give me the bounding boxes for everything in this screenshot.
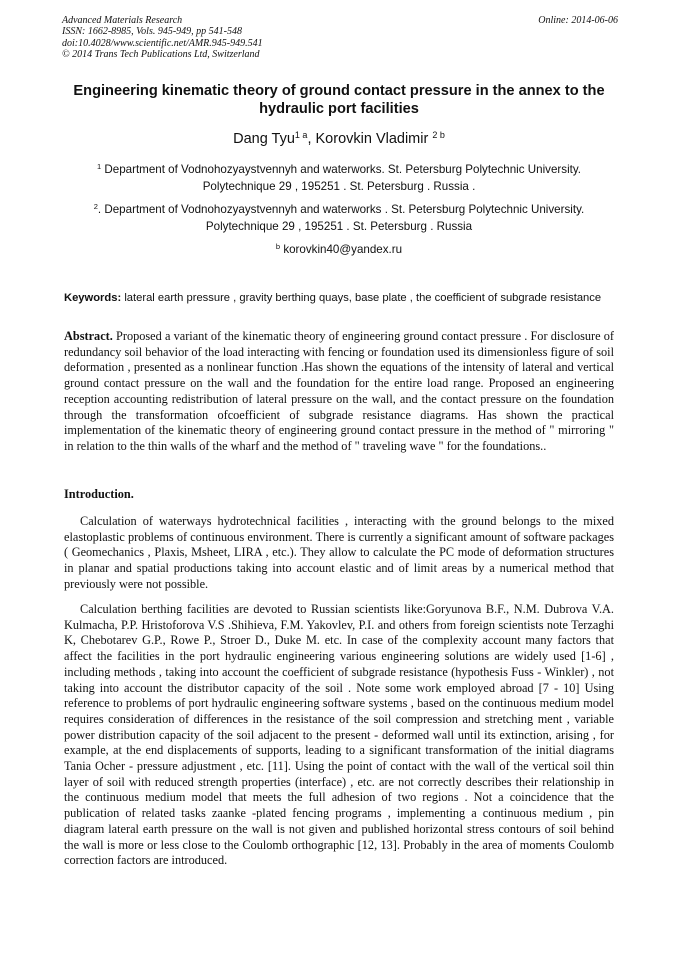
keywords-text: lateral earth pressure , gravity berthing quays, base plate , the coefficient of subgrade resistance bbox=[124, 292, 602, 304]
journal-doi: doi:10.4028/www.scientific.net/AMR.945-949.541 bbox=[62, 37, 263, 49]
affiliation-2-mark: 2 bbox=[93, 202, 98, 211]
paper-title: Engineering kinematic theory of ground contact pressure in the annex to the hydraulic port facilities bbox=[73, 83, 605, 117]
email-line bbox=[40, 238, 638, 258]
author-1-name: Dang Tyu bbox=[233, 131, 295, 147]
journal-copyright: © 2014 Trans Tech Publications Ltd, Switzerland bbox=[62, 48, 260, 60]
author-2-affiliation-mark: 2 b bbox=[432, 130, 445, 140]
journal-issn: ISSN: 1662-8985, Vols. 945-949, pp 541-548 bbox=[62, 26, 242, 38]
online-date: Online: 2014-06-06 bbox=[538, 15, 618, 26]
journal-name: Advanced Materials Research bbox=[62, 15, 183, 26]
email-mark: b bbox=[275, 242, 281, 251]
abstract-label: Abstract. bbox=[64, 329, 113, 343]
keywords-label: Keywords: bbox=[64, 292, 122, 304]
keywords bbox=[64, 291, 614, 306]
introduction-paragraph-1: Calculation of waterways hydrotechnical facilities , interacting with the ground belongs to the mixed elastoplastic problems of continuous environment. There is currently a significant amount of software packages ( Geomechanics , Plaxis, Msheet, LIRA , etc.). They allow to calculate the PC mode of deformation structures in planar and spatial productions taking into account elastic and of limit areas by a numerical method that previously were not possible. bbox=[64, 514, 614, 591]
author-list bbox=[40, 126, 638, 148]
affiliation-1 bbox=[40, 158, 638, 195]
author-2-name: Korovkin Vladimir bbox=[315, 131, 429, 147]
author-email[interactable]: korovkin40@yandex.ru bbox=[283, 243, 403, 256]
introduction-paragraph-2: Calculation berthing facilities are devoted to Russian scientists like:Goryunova B.F., N.M. Dubrova V.A. Kulmacha, P.P. Hristoforova V.S .Shihieva, F.M. Yakovlev, P.I. and others from foreign scientists note Terzaghi K, Chebotarev G.P., Rowe P., Stroer D., Duke M. etc. In case of the complexity account many factors that affect the facilities in the port hydraulic engineering various engineering solutions are widely used [1-6] , including methods , taking into account the coefficient of subgrade resistance (hypothesis Fuss - Winkler) , not taking into account the distributor capacity of the soil . Note some work employed abroad [7 - 10] Using reference to problems of port hydraulic engineering software systems , based on the continuous medium model requires consideration of differences in the resistance of the soil compression and stretching ment , variable power distribution capacity of the soil adjacent to the present - deformed wall until its extinction, arising , for example, at the end displacements of supports, leading to a significant transformation of the initial diagrams Tania Ocher - pressure adjustment , etc. [11]. Using the point of contact with the wall of the vertical soil thin layer of soil with reduced strength properties (interface) , etc. are not correctly describes their relationship in the continuous medium model that meets the full adhesion of two regions . Not a coincidence that the publication of related tasks zaanke -plated fencing programs , implementing a continuous medium , pin diagram lateral earth pressure on the wall is not given and published horizontal stress contours of soil behind the wall is more or less close to the Coulomb orthographic [12, 13]. Probably in the area of moments Coulomb correction factors are introduced. bbox=[64, 602, 614, 868]
affiliation-1-line-2: Polytechnique 29 , 195251 . St. Petersburg . Russia . bbox=[202, 180, 476, 193]
affiliation-1-mark: 1 bbox=[96, 162, 102, 171]
journal-header bbox=[62, 15, 618, 60]
author-1-affiliation-mark: 1 a bbox=[294, 130, 308, 140]
abstract-text: Proposed a variant of the kinematic theory of engineering ground contact pressure . For disclosure of redundancy soil behavior of the load interacting with fencing or foundation used its dimensionless figure of soil deformation , presented as a nonlinear function .Has shown the equations of the intensity of lateral and vertical ground contact pressure on the wall and the foundation for the entire load range. Proposed an engineering reception accounting redistribution of lateral pressure on the wall, and the contact pressure on the foundation through the transformation ofcoefficient of subgrade resistance diagrams. Has shown the practical implementation of the kinematic theory of engineering ground contact pressure in the method of " mirroring " in relation to the thin walls of the wharf and the method of " traveling wave " for the foundations.. bbox=[64, 329, 614, 453]
affiliation-2 bbox=[40, 198, 638, 235]
abstract bbox=[64, 329, 614, 455]
author-separator: , bbox=[307, 131, 312, 147]
affiliation-2-line-2: Polytechnique 29 , 195251 . St. Petersburg . Russia bbox=[205, 220, 473, 233]
introduction-heading: Introduction. bbox=[64, 487, 134, 501]
affiliation-2-line-1: . Department of Vodnohozyaystvennyh and waterworks . St. Petersburg Polytechnic University. bbox=[97, 203, 585, 216]
affiliation-1-line-1: Department of Vodnohozyaystvennyh and waterworks. St. Petersburg Polytechnic University. bbox=[104, 163, 582, 176]
